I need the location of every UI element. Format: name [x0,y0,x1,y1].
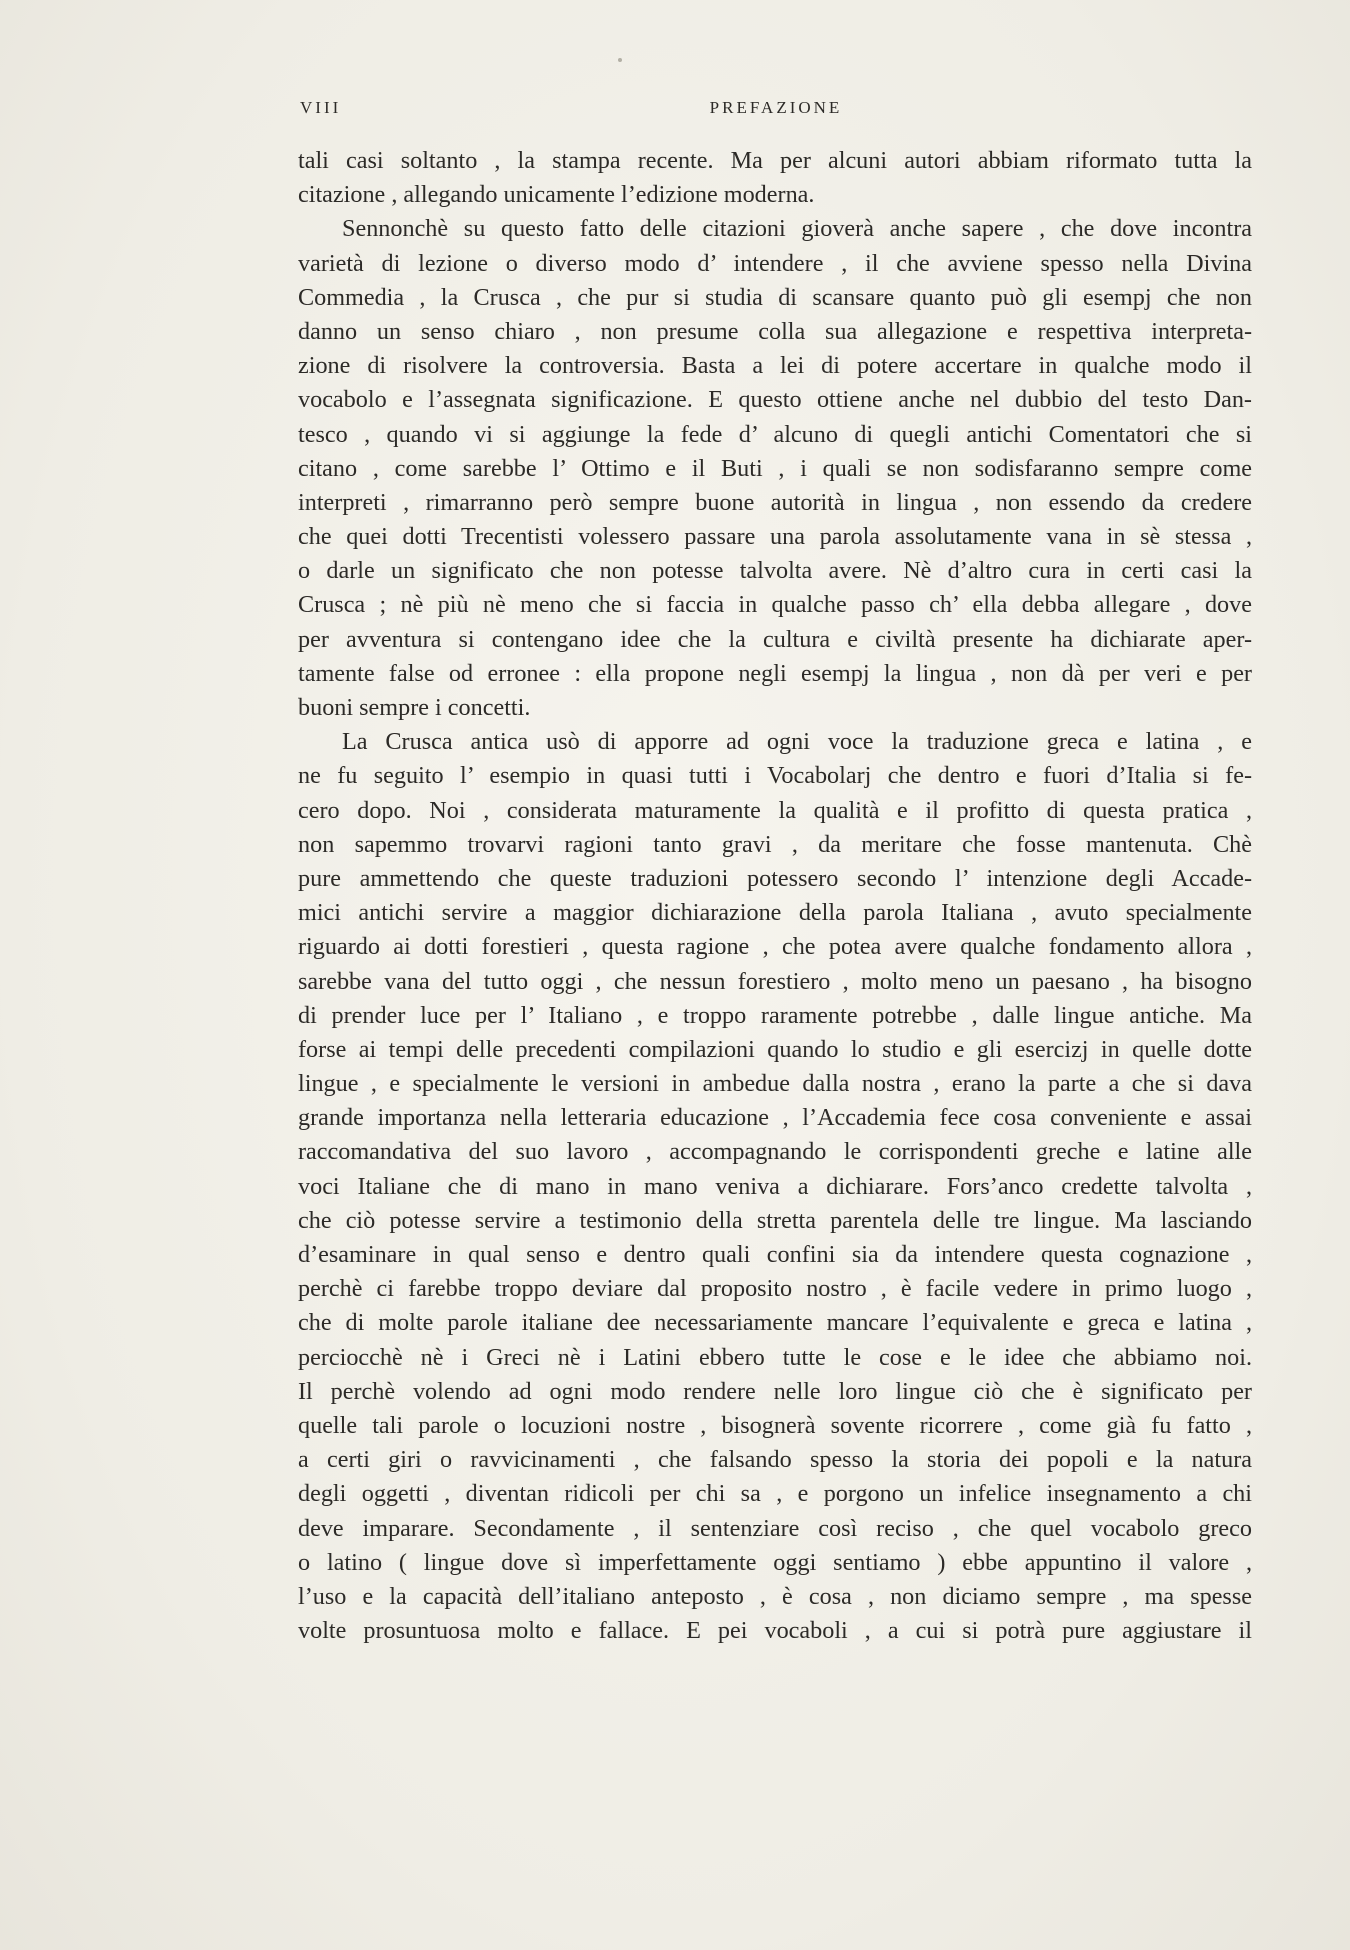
text-line: che ciò potesse servire a testimonio della stretta parentela delle tre lingue. Ma lasciando [298,1206,1252,1234]
text-line: riguardo ai dotti forestieri , questa ragione , che potea avere qualche fondamento allora , [298,933,1252,961]
text-line: raccomandativa del suo lavoro , accompagnando le corrispondenti greche e latine alle [298,1138,1252,1166]
text-line: mici antichi servire a maggior dichiarazione della parola Italiana , avuto specialmente [298,899,1252,927]
text-line: zione di risolvere la controversia. Basta a lei di potere accertare in qualche modo il [298,352,1252,380]
text-line: voci Italiane che di mano in mano veniva a dichiarare. Fors’anco credette talvolta , [298,1172,1252,1200]
text-line: ne fu seguito l’ esempio in quasi tutti i Vocabolarj che dentro e fuori d’Italia si fe- [298,762,1252,790]
text-line: deve imparare. Secondamente , il sentenziare così reciso , che quel vocabolo greco [298,1514,1252,1542]
text-line: perchè ci farebbe troppo deviare dal proposito nostro , è facile vedere in primo luogo , [298,1275,1252,1303]
text-line: o darle un significato che non potesse talvolta avere. Nè d’altro cura in certi casi la [298,557,1252,585]
text-line: pure ammettendo che queste traduzioni potessero secondo l’ intenzione degli Accade- [298,864,1252,892]
text-line: tesco , quando vi si aggiunge la fede d’ alcuno di quegli antichi Comentatori che si [298,420,1252,448]
text-line: tali casi soltanto , la stampa recente. Ma per alcuni autori abbiam riformato tutta la [298,147,1252,174]
text-line: volte prosuntuosa molto e fallace. E pei vocaboli , a cui si potrà pure aggiustare il [298,1617,1252,1645]
text-line: perciocchè nè i Greci nè i Latini ebbero tutte le cose e le idee che abbiamo noi. [298,1343,1252,1371]
text-line: per avventura si contengano idee che la cultura e civiltà presente ha dichiarate aper- [298,625,1252,653]
text-line: forse ai tempi delle precedenti compilazioni quando lo studio e gli esercizj in quelle dotte [298,1035,1252,1063]
text-line: a certi giri o ravvicinamenti , che falsando spesso la storia dei popoli e la natura [298,1446,1252,1474]
text-line: che quei dotti Trecentisti volessero passare una parola assolutamente vana in sè stessa , [298,523,1252,551]
text-line: sarebbe vana del tutto oggi , che nessun forestiero , molto meno un paesano , ha bisogno [298,967,1252,995]
text-line: citazione , allegando unicamente l’edizione moderna. [298,181,815,209]
text-line: degli oggetti , diventan ridicoli per chi sa , e porgono un infelice insegnamento a chi [298,1480,1252,1508]
text-line: non sapemmo trovarvi ragioni tanto gravi , da meritare che fosse mantenuta. Chè [298,830,1252,858]
text-line: citano , come sarebbe l’ Ottimo e il Buti , i quali se non sodisfaranno sempre come [298,454,1252,482]
body-text [298,144,1252,1648]
text-line: La Crusca antica usò di apporre ad ogni voce la traduzione greca e latina , e [342,728,1252,756]
text-line: o latino ( lingue dove sì imperfettamente oggi sentiamo ) ebbe appuntino il valore , [298,1548,1252,1576]
text-line: lingue , e specialmente le versioni in ambedue dalla nostra , erano la parte a che si dava [298,1070,1252,1098]
text-line: quelle tali parole o locuzioni nostre , bisognerà sovente ricorrere , come già fu fatto , [298,1411,1252,1439]
text-line: varietà di lezione o diverso modo d’ intendere , il che avviene spesso nella Divina [298,249,1252,277]
text-line: interpreti , rimarranno però sempre buone autorità in lingua , non essendo da credere [298,488,1252,516]
text-line: Crusca ; nè più nè meno che si faccia in qualche passo ch’ ella debba allegare , dove [298,591,1252,619]
ink-speck [618,58,622,62]
text-line: d’esaminare in qual senso e dentro quali confini sia da intendere questa cognazione , [298,1241,1252,1268]
text-line: Il perchè volendo ad ogni modo rendere nelle loro lingue ciò che è significato per [298,1377,1252,1405]
running-title: PREFAZIONE [709,98,843,117]
text-line: l’uso e la capacità dell’italiano anteposto , è cosa , non diciamo sempre , ma spesse [298,1582,1252,1610]
text-line: buoni sempre i concetti. [298,694,531,721]
text-line: Sennonchè su questo fatto delle citazioni gioverà anche sapere , che dove incontra [342,215,1252,243]
text-line: cero dopo. Noi , considerata maturamente la qualità e il profitto di questa pratica , [298,796,1252,824]
text-line: vocabolo e l’assegnata significazione. E questo ottiene anche nel dubbio del testo Dan- [298,386,1252,414]
text-line: che di molte parole italiane dee necessariamente mancare l’equivalente e greca e latina , [298,1309,1252,1337]
text-line: tamente false od erronee : ella propone negli esempj la lingua , non dà per veri e per [298,659,1252,687]
text-line: di prender luce per l’ Italiano , e troppo raramente potrebbe , dalle lingue antiche. Ma [298,1001,1252,1029]
text-line: grande importanza nella letteraria educazione , l’Accademia fece cosa conveniente e assai [298,1104,1252,1132]
text-line: danno un senso chiaro , non presume colla sua allegazione e respettiva interpreta- [298,317,1252,345]
running-head [300,98,1252,120]
page-number: VIII [300,98,342,117]
text-line: Commedia , la Crusca , che pur si studia di scansare quanto può gli esempj che non [298,283,1252,311]
